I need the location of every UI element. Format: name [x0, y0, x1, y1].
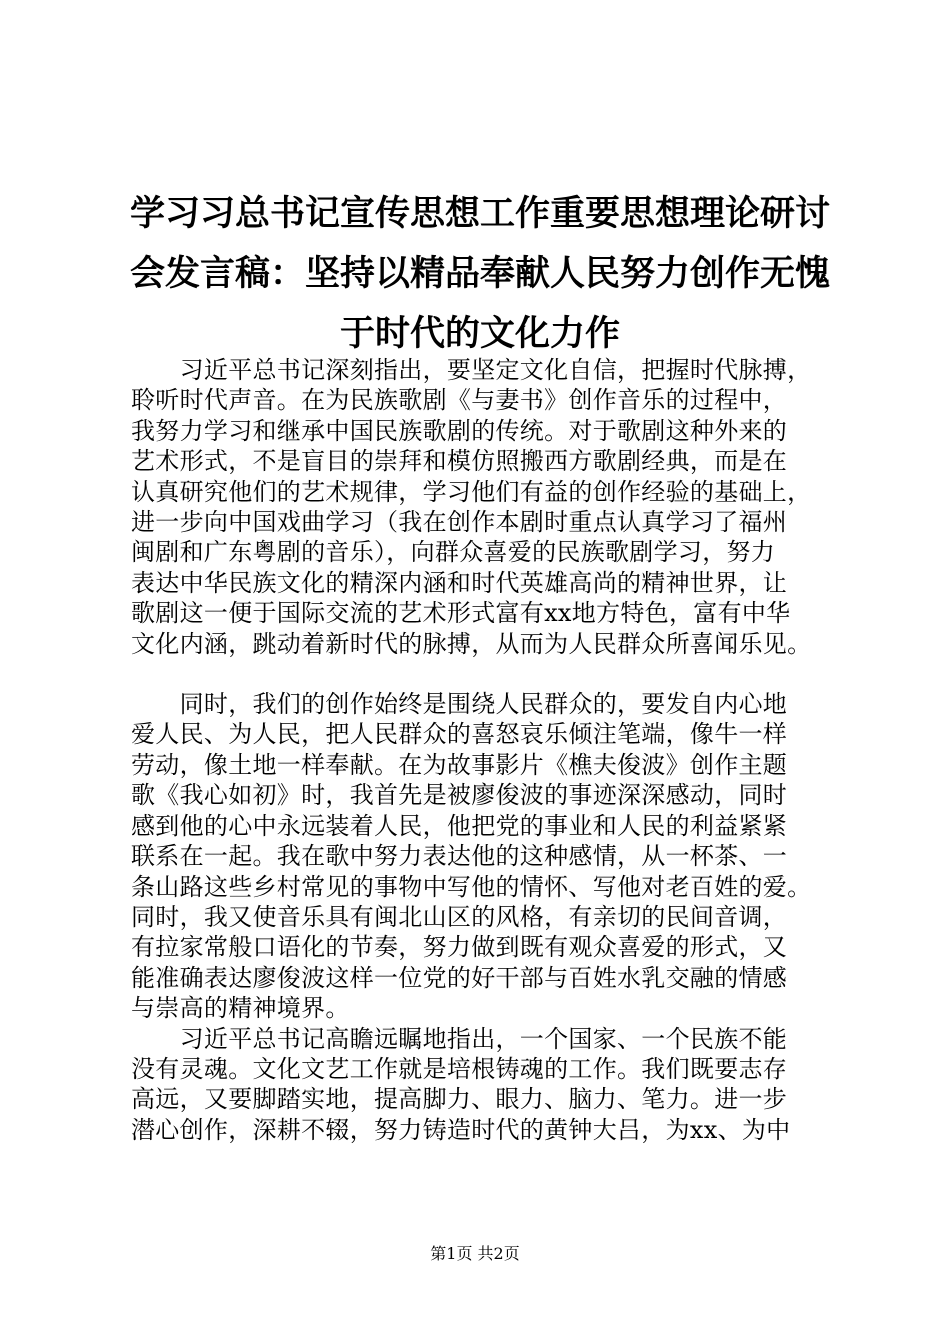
text-line: 高远，又要脚踏实地，提高脚力、眼力、脑力、笔力。进一步	[131, 1085, 788, 1114]
title-line: 于时代的文化力作	[339, 314, 620, 354]
text-line: 能准确表达廖俊波这样一位党的好干部与百姓水乳交融的情感	[131, 963, 788, 992]
title-line: 会发言稿：坚持以精品奉献人民努力创作无愧	[129, 254, 830, 294]
page-number-footer: 第1页 共2页	[430, 1244, 520, 1263]
text-line: 爱人民、为人民，把人民群众的喜怒哀乐倾注笔端，像牛一样	[131, 720, 788, 749]
text-line: 闽剧和广东粤剧的音乐），向群众喜爱的民族歌剧学习，努力	[131, 538, 776, 567]
paragraph-2	[131, 689, 831, 1023]
text-line: 认真研究他们的艺术规律，学习他们有益的创作经验的基础上，	[131, 477, 812, 506]
text-line: 条山路这些乡村常见的事物中写他的情怀、写他对老百姓的爱。	[131, 872, 812, 901]
text-line: 联系在一起。我在歌中努力表达他的这种感情，从一杯茶、一	[131, 842, 788, 871]
text-line: 习近平总书记高瞻远瞩地指出，一个国家、一个民族不能	[131, 1024, 788, 1053]
document-body	[131, 355, 831, 1145]
text-line: 习近平总书记深刻指出，要坚定文化自信，把握时代脉搏，	[131, 356, 812, 384]
text-line: 进一步向中国戏曲学习（我在创作本剧时重点认真学习了福州	[131, 508, 788, 537]
text-line: 感到他的心中永远装着人民，他把党的事业和人民的利益紧紧	[131, 811, 788, 840]
text-line: 我努力学习和继承中国民族歌剧的传统。对于歌剧这种外来的	[131, 416, 788, 445]
text-line: 歌剧这一便于国际交流的艺术形式富有xx地方特色，富有中华	[131, 599, 791, 628]
text-line: 与崇高的精神境界。	[131, 994, 350, 1023]
text-line: 歌《我心如初》时，我首先是被廖俊波的事迹深深感动，同时	[131, 781, 788, 810]
text-line: 没有灵魂。文化文艺工作就是培根铸魂的工作。我们既要志存	[131, 1054, 788, 1083]
title-line: 学习习总书记宣传思想工作重要思想理论研讨	[129, 194, 830, 234]
paragraph-3	[131, 1024, 831, 1146]
text-line: 表达中华民族文化的精深内涵和时代英雄高尚的精神世界，让	[131, 568, 788, 597]
text-line: 聆听时代声音。在为民族歌剧《与妻书》创作音乐的过程中，	[131, 386, 788, 415]
paragraph-1	[131, 355, 831, 659]
document-title	[110, 184, 850, 364]
paragraph-spacer	[131, 659, 831, 689]
text-line: 同时，我又使音乐具有闽北山区的风格，有亲切的民间音调，	[131, 902, 788, 931]
text-line: 劳动，像土地一样奉献。在为故事影片《樵夫俊波》创作主题	[131, 750, 788, 779]
text-line: 同时，我们的创作始终是围绕人民群众的，要发自内心地	[131, 690, 788, 719]
text-line: 潜心创作，深耕不辍，努力铸造时代的黄钟大吕，为xx、为中	[131, 1115, 791, 1144]
text-line: 有拉家常般口语化的节奏，努力做到既有观众喜爱的形式，又	[131, 933, 788, 962]
text-line: 艺术形式，不是盲目的崇拜和模仿照搬西方歌剧经典，而是在	[131, 447, 788, 476]
text-line: 文化内涵，跳动着新时代的脉搏，从而为人民群众所喜闻乐见。	[131, 629, 812, 658]
